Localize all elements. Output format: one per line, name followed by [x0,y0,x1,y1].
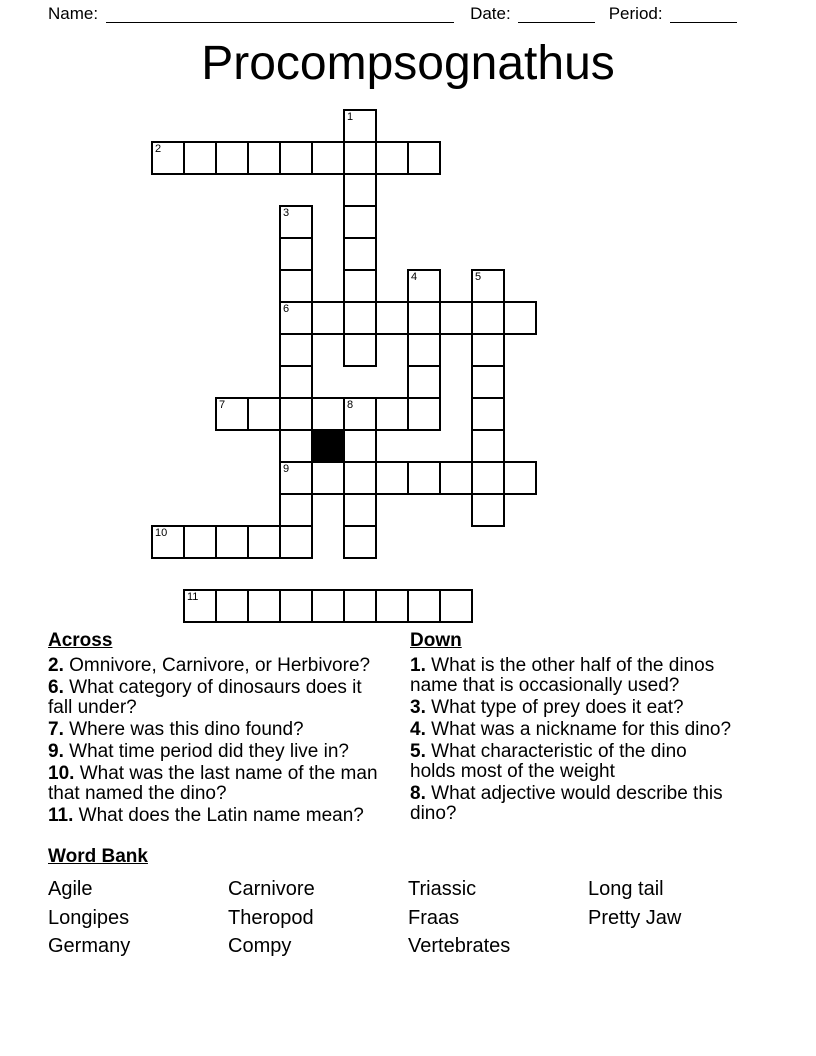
grid-cell[interactable] [247,525,281,559]
grid-cell[interactable] [311,397,345,431]
clue-down-3 [410,698,735,718]
cell-number: 9 [283,463,290,475]
grid-cell[interactable] [183,141,217,175]
grid-cell[interactable] [471,493,505,527]
word-bank-item: Carnivore [228,878,315,900]
down-heading: Down [410,630,462,651]
grid-cell[interactable] [471,365,505,399]
name-label: Name: [48,4,99,23]
grid-cell[interactable] [343,429,377,463]
grid-cell[interactable] [247,589,281,623]
clue-across-10 [48,764,384,804]
clue-down-5 [410,742,735,782]
grid-cell[interactable] [439,589,473,623]
clue-text: What is the other half of the dinos name that is occasionally used? [410,655,715,696]
grid-cell[interactable] [279,205,313,239]
grid-cell[interactable] [279,429,313,463]
period-blank-line[interactable] [670,5,737,23]
word-bank-item: Fraas [408,906,460,929]
clue-across-2 [48,656,384,676]
grid-cell[interactable] [439,461,473,495]
cell-number: 8 [347,399,354,411]
grid-cell[interactable] [407,589,441,623]
grid-cell[interactable] [471,301,505,335]
grid-cell[interactable] [247,141,281,175]
across-clues-section [48,630,384,828]
grid-cell[interactable] [343,205,377,239]
across-heading: Across [48,630,113,651]
word-bank-item: Longipes [48,906,130,929]
clue-down-8 [410,784,735,824]
grid-cell[interactable] [471,397,505,431]
grid-cell[interactable] [343,397,377,431]
clue-text: What type of prey does it eat? [431,697,684,718]
grid-cell[interactable] [183,525,217,559]
grid-cell[interactable] [343,109,377,143]
grid-cell[interactable] [503,301,537,335]
grid-cell[interactable] [279,493,313,527]
grid-cell[interactable] [151,141,185,175]
word-bank-item: Vertebrates [408,935,511,958]
grid-cell[interactable] [215,397,249,431]
clue-text: Omnivore, Carnivore, or Herbivore? [69,655,371,676]
word-bank-item: Compy [228,935,292,958]
crossword-grid [151,109,537,623]
grid-cell[interactable] [279,365,313,399]
clue-text: What was a nickname for this dino? [431,719,732,740]
cell-number: 4 [411,271,418,283]
grid-cell[interactable] [279,269,313,303]
cell-number: 2 [155,143,162,155]
word-bank-item: Triassic [408,878,477,900]
header-row [48,5,737,23]
clue-text: What category of dinosaurs does it fall under? [48,677,362,718]
grid-cell[interactable] [407,461,441,495]
clue-number: 4. [410,719,426,740]
grid-cell[interactable] [343,301,377,335]
grid-cell[interactable] [183,589,217,623]
grid-cell[interactable] [215,141,249,175]
clue-number: 5. [410,741,426,762]
word-bank-list [48,875,768,961]
grid-cell[interactable] [279,333,313,367]
grid-cell[interactable] [311,589,345,623]
clue-text: What was the last name of the man that named the dino? [48,763,378,804]
grid-cell[interactable] [407,301,441,335]
clue-across-7 [48,720,384,740]
grid-cell[interactable] [407,333,441,367]
clue-number: 7. [48,719,64,740]
grid-cell[interactable] [407,397,441,431]
grid-cell[interactable] [279,141,313,175]
cell-number: 11 [187,591,199,603]
word-bank-item: Agile [48,878,93,900]
word-bank-item: Pretty Jaw [588,906,682,929]
grid-cell[interactable] [343,141,377,175]
grid-cell[interactable] [407,269,441,303]
cell-number: 5 [475,271,482,283]
grid-cell[interactable] [343,173,377,207]
clue-across-11 [48,806,384,826]
grid-cell[interactable] [343,525,377,559]
date-label: Date: [470,4,511,23]
clue-number: 11. [48,805,74,826]
clue-across-6 [48,678,384,718]
grid-cell[interactable] [343,333,377,367]
period-label: Period: [608,4,663,23]
grid-cell[interactable] [311,301,345,335]
clue-number: 8. [410,783,426,804]
clue-text: Where was this dino found? [69,719,304,740]
date-blank-line[interactable] [518,5,595,23]
cell-number: 6 [283,303,290,315]
clue-number: 10. [48,763,75,784]
grid-cell[interactable] [343,237,377,271]
clue-number: 6. [48,677,64,698]
grid-cell[interactable] [279,397,313,431]
word-bank-heading: Word Bank [48,846,148,867]
word-bank-item: Long tail [588,878,664,900]
grid-cell[interactable] [279,461,313,495]
clue-across-9 [48,742,384,762]
clue-number: 3. [410,697,426,718]
grid-cell[interactable] [471,269,505,303]
cell-number: 3 [283,207,290,219]
clue-text: What characteristic of the dino holds most of the weight [410,741,687,782]
grid-cell[interactable] [375,141,409,175]
grid-cell[interactable] [375,461,409,495]
grid-cell[interactable] [471,333,505,367]
word-bank-item: Theropod [228,906,314,929]
clue-down-4 [410,720,735,740]
grid-cell[interactable] [215,589,249,623]
grid-cell[interactable] [215,525,249,559]
grid-cell[interactable] [503,461,537,495]
grid-cell[interactable] [375,397,409,431]
grid-cell[interactable] [471,461,505,495]
grid-cell[interactable] [343,589,377,623]
clue-number: 1. [410,655,426,676]
cell-number: 1 [347,111,354,123]
down-clues-section [410,630,735,826]
grid-cell[interactable] [247,397,281,431]
clue-number: 9. [48,741,64,762]
clue-text: What adjective would describe this dino? [410,783,723,824]
word-bank-section [48,846,768,961]
grid-cell[interactable] [311,141,345,175]
grid-cell[interactable] [375,301,409,335]
clue-text: What time period did they live in? [69,741,350,762]
grid-cell[interactable] [471,429,505,463]
grid-cell[interactable] [375,589,409,623]
grid-cell[interactable] [279,525,313,559]
grid-cell[interactable] [311,461,345,495]
grid-cell-black [311,429,345,463]
grid-cell[interactable] [407,365,441,399]
clue-down-1 [410,656,735,696]
grid-cell[interactable] [407,141,441,175]
cell-number: 7 [219,399,226,411]
grid-cell[interactable] [151,525,185,559]
grid-cell[interactable] [279,237,313,271]
puzzle-title: Procompsognathus [201,37,615,90]
grid-cell[interactable] [279,301,313,335]
clue-text: What does the Latin name mean? [78,805,364,826]
grid-cell[interactable] [343,493,377,527]
cell-number: 10 [155,527,168,539]
name-blank-line[interactable] [106,5,454,23]
word-bank-item: Germany [48,935,131,958]
clue-number: 2. [48,655,64,676]
grid-cell[interactable] [343,269,377,303]
grid-cell[interactable] [439,301,473,335]
grid-cell[interactable] [279,589,313,623]
grid-cell[interactable] [343,461,377,495]
